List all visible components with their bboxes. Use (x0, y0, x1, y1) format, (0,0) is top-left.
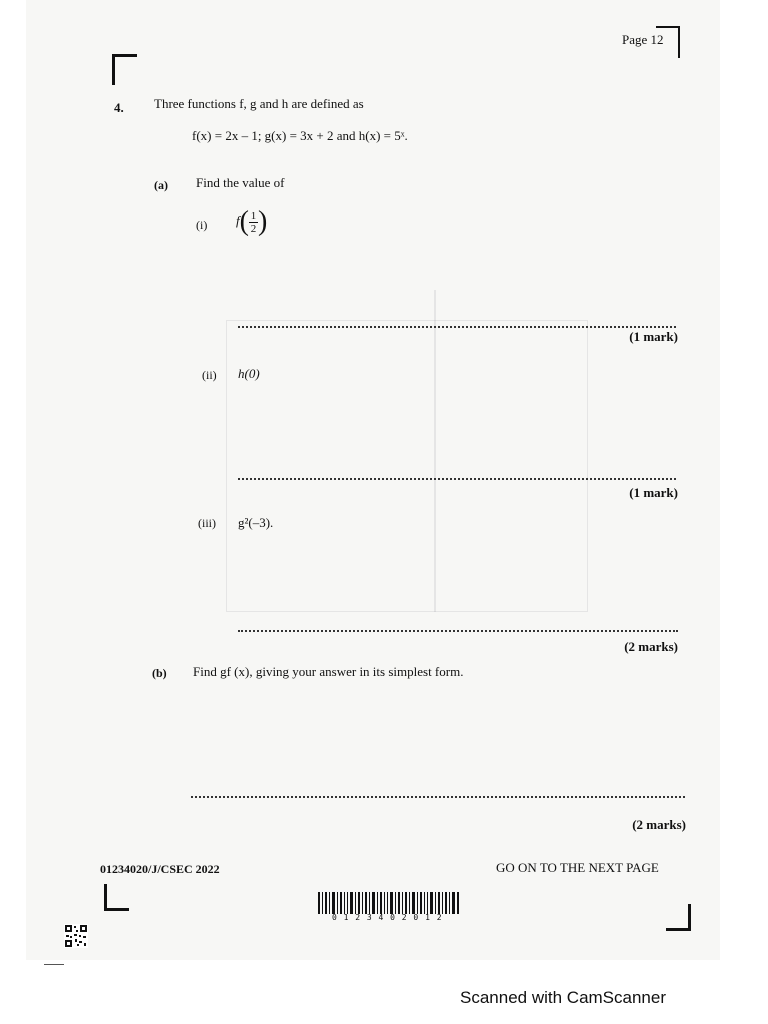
marks-iii: (2 marks) (624, 639, 678, 654)
fraction-numerator: 1 (250, 209, 257, 222)
show-through-graph (226, 320, 588, 612)
answer-line-b[interactable] (191, 796, 685, 798)
part-a-prompt: Find the value of (196, 175, 285, 190)
answer-line-iii[interactable] (238, 630, 678, 632)
answer-line-ii[interactable] (238, 478, 676, 480)
barcode-number: 0 1 2 3 4 0 2 0 1 2 (332, 913, 443, 922)
barcode (318, 892, 460, 914)
question-number: 4. (114, 100, 124, 115)
item-i-func: f (236, 212, 240, 228)
part-b-label: (b) (152, 666, 167, 680)
qr-code-icon (64, 924, 88, 948)
item-iii-expression: g²(–3). (238, 515, 274, 530)
fraction-denominator: 2 (250, 222, 257, 235)
function-definitions: f(x) = 2x – 1; g(x) = 3x + 2 and h(x) = 5ˣ. (192, 128, 408, 143)
show-through-axis (434, 290, 436, 612)
fraction (249, 210, 258, 235)
next-page-note: GO ON TO THE NEXT PAGE (496, 860, 659, 875)
question-intro: Three functions f, g and h are defined as (154, 96, 364, 111)
item-i-label: (i) (196, 218, 208, 232)
item-ii-label: (ii) (202, 368, 217, 382)
item-ii-expression: h(0) (238, 366, 260, 381)
corner-mark-bottom-right (666, 904, 691, 931)
part-b-prompt: Find gf (x), giving your answer in its simplest form. (193, 664, 464, 679)
marks-i: (1 mark) (629, 329, 678, 344)
marks-b: (2 marks) (632, 817, 686, 832)
scanned-page (26, 0, 720, 960)
item-iii-label: (iii) (198, 516, 216, 530)
answer-line-i[interactable] (238, 326, 676, 328)
paper-code: 01234020/J/CSEC 2022 (100, 862, 220, 876)
item-i-expression: f( $\frac{1}{2}$ ) (236, 206, 268, 237)
camscanner-watermark: Scanned with CamScanner (460, 988, 667, 1007)
corner-mark-top-right (656, 26, 680, 58)
scan-edge-line (44, 964, 64, 965)
page-number: Page 12 (622, 32, 664, 47)
corner-mark-top-left (112, 54, 137, 85)
corner-mark-bottom-left (104, 884, 129, 911)
part-a-label: (a) (154, 178, 168, 192)
marks-ii: (1 mark) (629, 485, 678, 500)
